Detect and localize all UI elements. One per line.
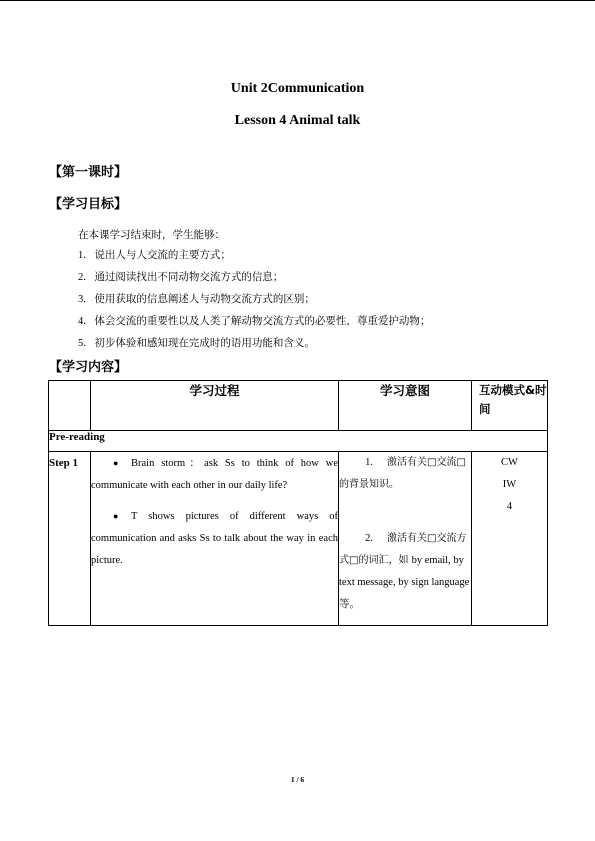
page-top-rule — [0, 0, 595, 1]
mode-value: IW — [502, 479, 517, 490]
document-title: Unit 2Communication — [230, 81, 365, 96]
intent-cell — [339, 452, 472, 626]
intent-item — [339, 452, 471, 496]
table-header-row — [49, 381, 548, 431]
phase-label: Pre-reading — [49, 431, 548, 452]
objective-item — [78, 292, 430, 314]
objectives-intro: 在本课学习结束时，学生能够： — [78, 229, 225, 241]
objective-number: 1. — [78, 250, 86, 261]
process-item-text: T shows pictures of different ways of communication and asks Ss to talk about the way in each picture. — [91, 511, 338, 566]
step-label: Step 1 — [49, 452, 91, 626]
objective-number: 5. — [78, 338, 86, 349]
table-row — [49, 452, 548, 626]
objective-number: 3. — [78, 294, 86, 305]
objective-item — [78, 314, 430, 336]
objective-number: 4. — [78, 316, 86, 327]
intent-number: 2. — [365, 533, 373, 544]
process-item — [91, 505, 338, 572]
objective-text: 通过阅读找出不同动物交流方式的信息； — [94, 271, 284, 283]
section-period-heading: 【第一课时】 — [49, 165, 128, 180]
bullet-icon: ● — [113, 458, 119, 468]
section-objectives-heading: 【学习目标】 — [49, 197, 128, 212]
process-item-text: Brain storm：ask Ss to think of how we communicate with each other in our daily life? — [91, 458, 338, 491]
mode-value: CW — [501, 457, 518, 468]
lesson-subtitle: Lesson 4 Animal talk — [234, 113, 361, 128]
header-process: 学习过程 — [91, 381, 339, 431]
process-cell — [91, 452, 339, 626]
objective-item — [78, 248, 430, 270]
page-number: 1 / 6 — [290, 775, 305, 784]
process-item — [91, 452, 338, 497]
objective-text: 体会交流的重要性以及人类了解动物交流方式的必要性，尊重爱护动物； — [94, 315, 431, 327]
objectives-list — [78, 248, 430, 358]
header-empty-cell — [49, 381, 91, 431]
lesson-table — [48, 380, 548, 626]
intent-text: 激活有关□交流□的背景知识。 — [339, 457, 466, 490]
bullet-icon: ● — [113, 511, 119, 521]
intent-text-latin: by email, by text message, by sign language 等。 — [339, 555, 470, 610]
intent-item — [339, 528, 471, 616]
objective-number: 2. — [78, 272, 86, 283]
objective-text: 使用获取的信息阐述人与动物交流方式的区别； — [94, 293, 315, 305]
objective-text: 初步体验和感知现在完成时的语用功能和含义。 — [94, 337, 315, 349]
mode-value: 4 — [506, 501, 513, 512]
objective-item — [78, 336, 430, 358]
intent-text: 激活有关□交流方式□的词汇，如 — [339, 533, 467, 566]
objective-item — [78, 270, 430, 292]
table-row — [49, 431, 548, 452]
objective-text: 说出人与人交流的主要方式； — [94, 249, 231, 261]
header-intent: 学习意图 — [339, 381, 472, 431]
mode-cell — [472, 452, 548, 626]
section-content-heading: 【学习内容】 — [49, 360, 128, 375]
intent-number: 1. — [365, 457, 373, 468]
header-mode: 互动模式&时间 — [472, 381, 548, 431]
